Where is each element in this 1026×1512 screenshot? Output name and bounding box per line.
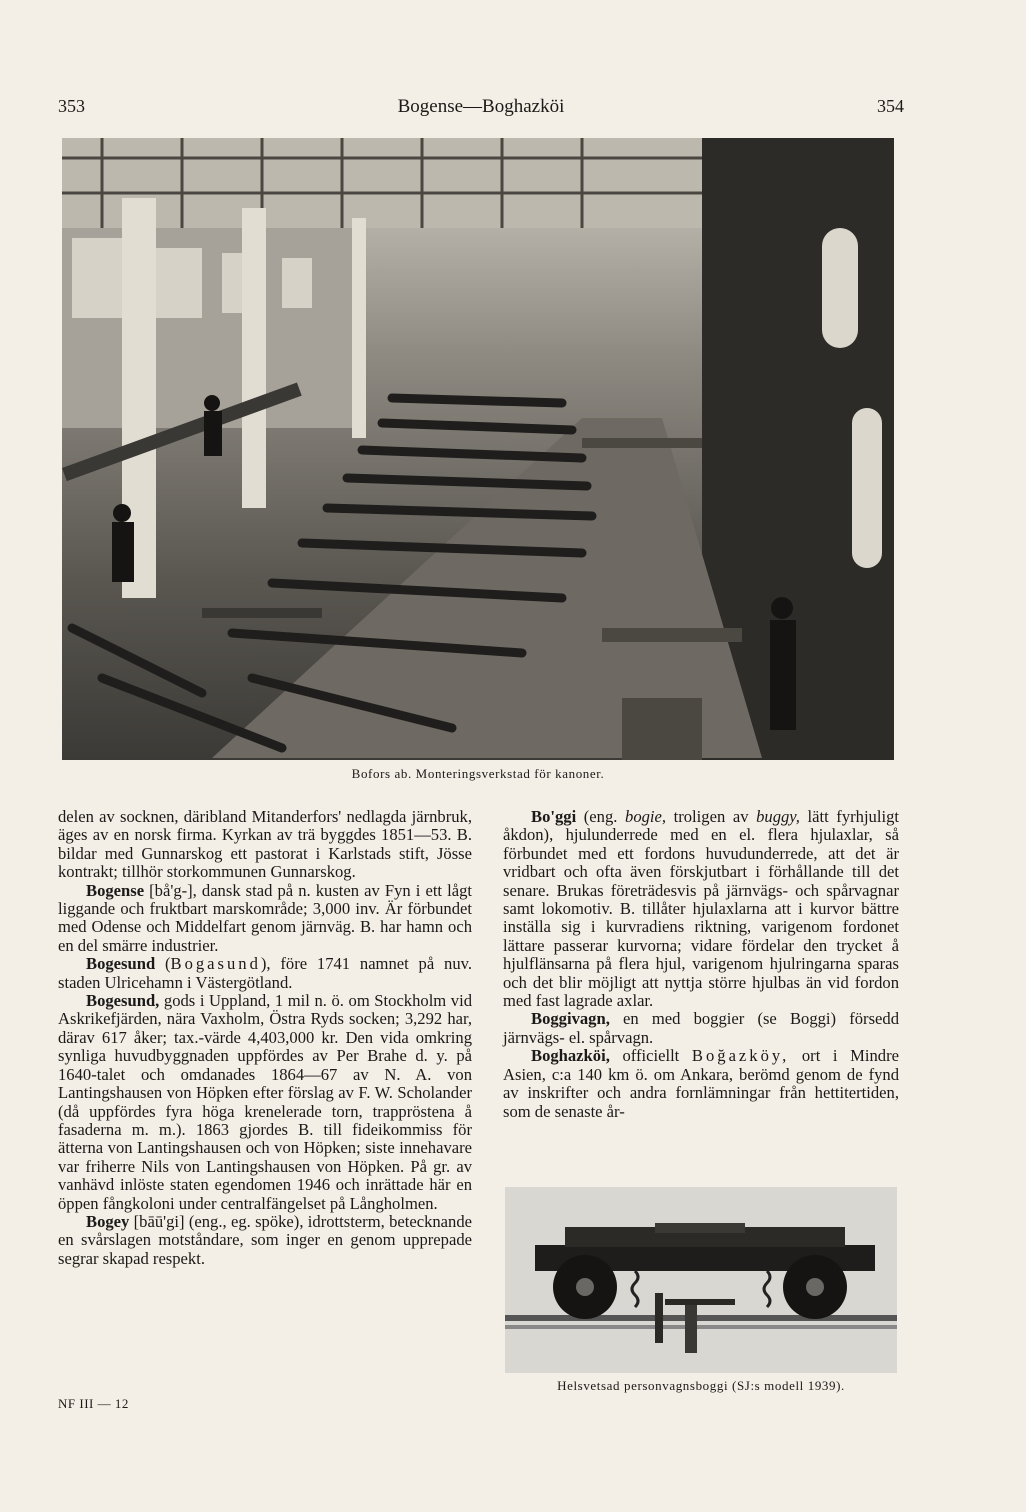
left-column xyxy=(58,808,472,1268)
headword-bogey: Bogey xyxy=(86,1211,130,1231)
entry-bogesund-2: Bogesund, gods i Uppland, 1 mil n. ö. om Stockholm vid Askrikefjärden, nära Vaxholm, Östra Ryds socken; 3,292 har, därav 617 åker; tax.-värde 4,403,000 kr. Den vida omkring synliga huvudbyggnaden uppfördes av Per Brahe d. y. på 1640-talet och omdanades 1864—67 av N. A. von Lantingshausen von Höpken efter förslag av F. W. Scholander (då uppfördes fyra höga krenelerade torn, trappröstena å fasaderna m. m.). 1863 gjordes B. till fideikommiss för ätterna von Lantingshausen och von Höpken; siste innehavare var friherre Nils von Lantingshausen von Höpken. På gr. av vanhävd inlöste staten egendomen 1946 och inrättade här en öppen fångkoloni under centralfängelset på Långholmen. xyxy=(58,991,472,1213)
entry-boghazkoi: Boghazköi, officiellt Boğazköy, ort i Mindre Asien, c:a 140 km ö. om Ankara, berömd genom de fynd av inskrifter och andra fornlämningar från hettitertiden, som de senaste år- xyxy=(503,1046,899,1121)
page-number-left: 353 xyxy=(58,96,85,116)
right-column xyxy=(503,808,899,1121)
factory-photo-caption: Bofors ab. Monteringsverkstad för kanoner. xyxy=(351,766,605,781)
entry-bogense: Bogense [bå'g-], dansk stad på n. kusten av Fyn i ett lågt liggande och fruktbart marskområde; 3,000 inv. Är förbundet med Odense och Middelfart genom järnväg. B. har hamn och en del smärre industrier. xyxy=(58,880,472,955)
entry-boggi: Bo'ggi (eng. bogie, troligen av buggy, lätt fyrhjuligt åkdon), hjulunderrede med en el. flera hjulaxlar, så förbundet med ett fordons huvudunderrede, att det är vridbart och ofta även förskjutbart i förhållande till det senare. Brukas företrädesvis på järnvägs- och spårvagnar samt lokomotiv. B. tillåter hjulaxlarna att i kurvor bättre inställa sig i kurvradiens riktning, varigenom fordonet lättare passerar kurvorna; vidare fördelar den trycket å hjulflänsarna på flera hjul, varigenom hjulringarna sparas och det blir möjligt att nyttja större hjulbas än vid fordon med fast lagrade axlar. xyxy=(503,807,899,1011)
headword-boggivagn: Boggivagn, xyxy=(531,1009,610,1029)
running-title: Bogense—Boghazköi xyxy=(397,96,565,117)
bogie-photo-illustration xyxy=(505,1187,897,1373)
signature-mark: NF III — 12 xyxy=(58,1396,129,1411)
factory-photo-illustration xyxy=(62,138,894,760)
page-number-right: 354 xyxy=(877,96,904,116)
headword-bogesund-1: Bogesund xyxy=(86,954,156,974)
entry-boggivagn: Boggivagn, en med boggier (se Boggi) försedd järnvägs- el. spårvagn. xyxy=(503,1009,899,1047)
entry-bogey: Bogey [bāū'gi] (eng., eg. spöke), idrottsterm, betecknande en svårslagen motståndare, som inger en genom upprepade segrar skapad respekt. xyxy=(58,1211,472,1268)
bogie-photo-caption: Helsvetsad personvagnsboggi (SJ:s modell 1939). xyxy=(557,1378,845,1393)
factory-photo xyxy=(62,138,894,760)
headword-boggi: Bo'ggi xyxy=(531,807,577,826)
entry-bogesund-1: Bogesund (Bogasund), före 1741 namnet på nuv. staden Ulricehamn i Västergötland. xyxy=(58,954,472,992)
headword-boghazkoi: Boghazköi, xyxy=(531,1046,610,1066)
continuation-paragraph: delen av socknen, däribland Mitanderfors' nedlagda järnbruk, äges av en norsk firma. Kyrkan av trä byggdes 1851—53. B. bildar med Gunnarskog ett pastorat i Karlstads stift, Jösse kontrakt; tillhör storkommunen Gunnarskog. xyxy=(58,807,472,882)
headword-bogesund-2: Bogesund, xyxy=(86,991,160,1011)
headword-bogense: Bogense xyxy=(86,880,145,900)
bogie-photo xyxy=(505,1187,897,1373)
page-header xyxy=(58,96,904,122)
